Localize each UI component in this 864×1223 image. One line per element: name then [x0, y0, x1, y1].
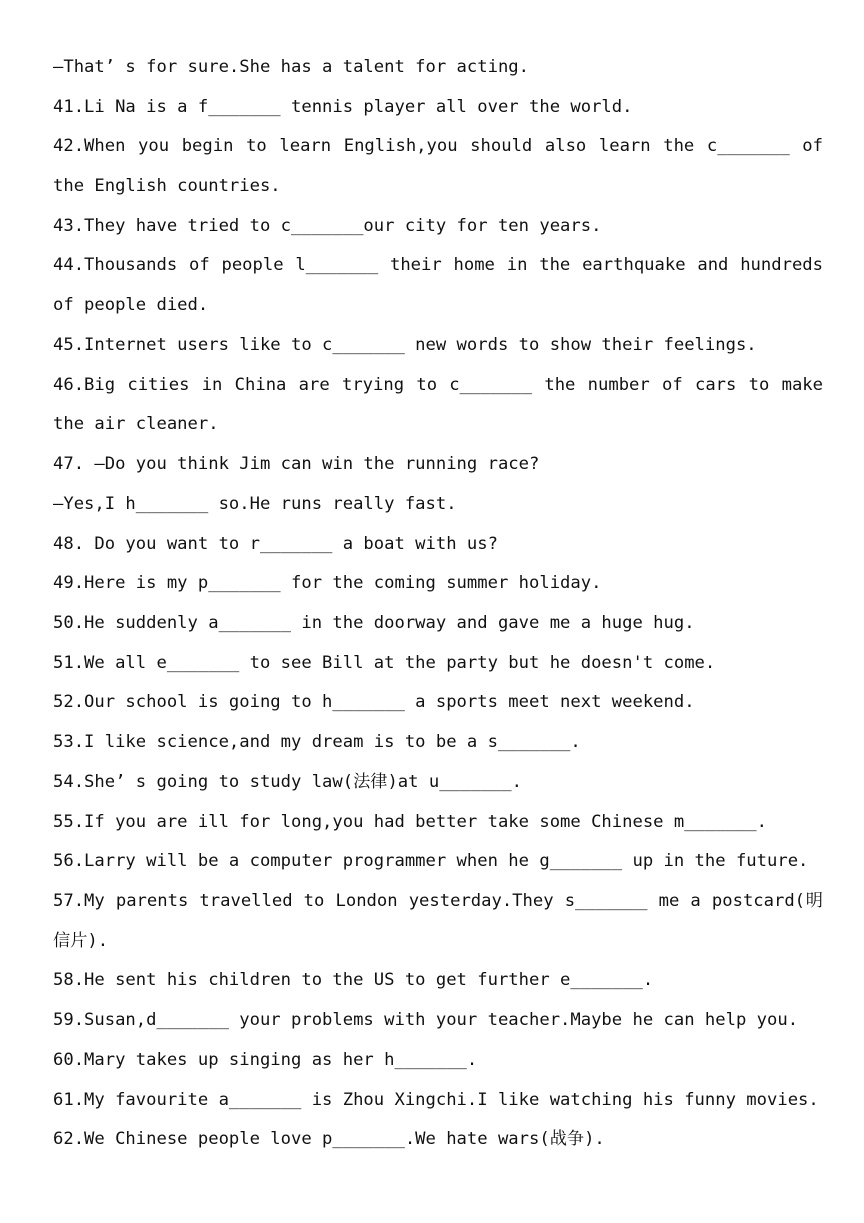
question-48: 48. Do you want to r_______ a boat with us?: [53, 534, 498, 554]
question-51: 51.We all e_______ to see Bill at the party but he doesn't come.: [53, 653, 716, 673]
question-57-continued: 信片).: [53, 931, 109, 951]
question-53: 53.I like science,and my dream is to be a s_______.: [53, 732, 581, 752]
question-42-continued: the English countries.: [53, 176, 281, 196]
question-47-answer: —Yes,I h_______ so.He runs really fast.: [53, 494, 457, 514]
question-49: 49.Here is my p_______ for the coming summer holiday.: [53, 573, 602, 593]
question-62: 62.We Chinese people love p_______.We hate wars(战争).: [53, 1129, 605, 1149]
question-43: 43.They have tried to c_______our city for ten years.: [53, 216, 602, 236]
question-44-continued: of people died.: [53, 295, 209, 315]
question-61: 61.My favourite a_______ is Zhou Xingchi.I like watching his funny movies.: [53, 1090, 819, 1110]
question-46-continued: the air cleaner.: [53, 414, 219, 434]
question-56: 56.Larry will be a computer programmer when he g_______ up in the future.: [53, 851, 809, 871]
question-55: 55.If you are ill for long,you had better take some Chinese m_______.: [53, 812, 767, 832]
question-52: 52.Our school is going to h_______ a sports meet next weekend.: [53, 692, 695, 712]
question-57: 57.My parents travelled to London yesterday.They s_______ me a postcard(明: [53, 891, 823, 911]
question-42: 42.When you begin to learn English,you should also learn the c_______ of: [53, 136, 823, 156]
question-45: 45.Internet users like to c_______ new words to show their feelings.: [53, 335, 757, 355]
question-50: 50.He suddenly a_______ in the doorway and gave me a huge hug.: [53, 613, 695, 633]
question-47: 47. —Do you think Jim can win the running race?: [53, 454, 540, 474]
question-44: 44.Thousands of people l_______ their home in the earthquake and hundreds: [53, 255, 823, 275]
question-54: 54.She’ s going to study law(法律)at u_______.: [53, 772, 522, 792]
question-60: 60.Mary takes up singing as her h_______.: [53, 1050, 478, 1070]
question-59: 59.Susan,d_______ your problems with your teacher.Maybe he can help you.: [53, 1010, 799, 1030]
question-46: 46.Big cities in China are trying to c_______ the number of cars to make: [53, 375, 823, 395]
question-41: 41.Li Na is a f_______ tennis player all over the world.: [53, 97, 633, 117]
question-58: 58.He sent his children to the US to get further e_______.: [53, 970, 654, 990]
answer-line-that-s-for-sure: —That’ s for sure.She has a talent for acting.: [53, 57, 529, 77]
